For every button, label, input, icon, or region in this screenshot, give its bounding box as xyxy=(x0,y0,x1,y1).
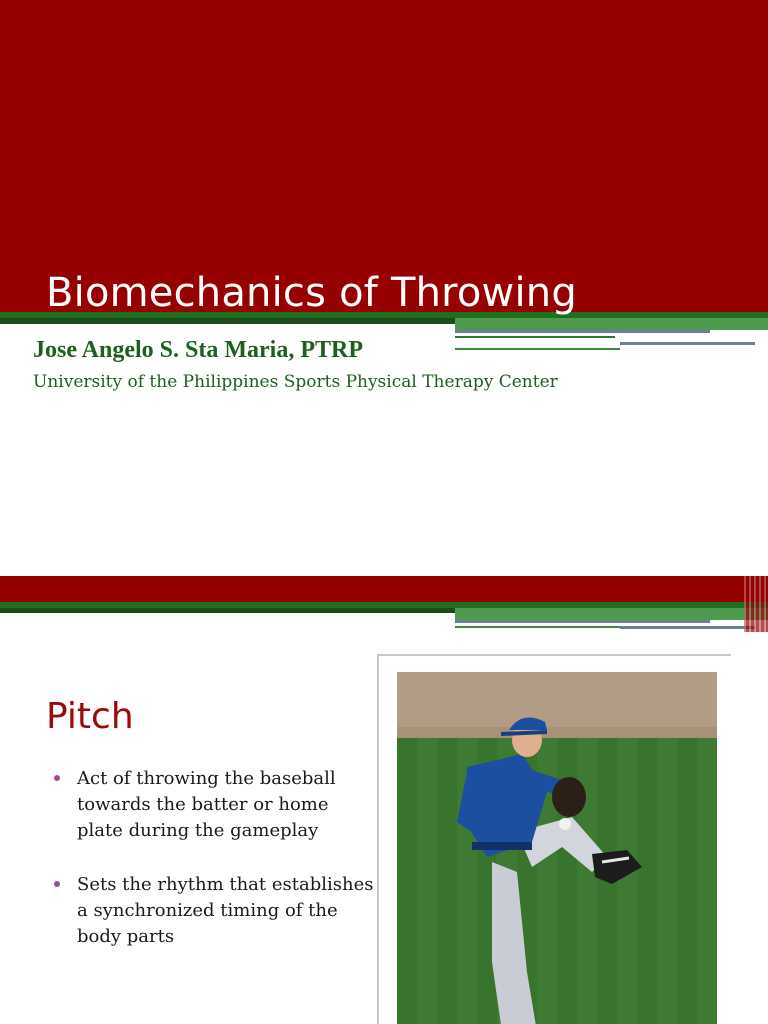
presenter-name: Jose Angelo S. Sta Maria, PTRP xyxy=(33,337,363,363)
stripe2-gray-2 xyxy=(620,626,755,629)
bullet-dot-icon xyxy=(54,775,60,781)
bullet-list xyxy=(54,766,374,978)
stripe2-gray-1 xyxy=(455,620,710,623)
list-item xyxy=(54,872,374,950)
stripe2-light-green xyxy=(455,608,768,620)
stripe2-dark-green xyxy=(0,608,455,613)
stripe-green-thin-2 xyxy=(455,348,620,350)
bullet-dot-icon xyxy=(54,881,60,887)
list-item xyxy=(54,766,374,844)
stripe-gray-1 xyxy=(455,330,710,333)
pitcher-illustration xyxy=(397,672,717,1024)
stripe2-vertical-accent xyxy=(744,576,768,632)
bullet-text: Act of throwing the baseball towards the batter or home plate during the gameplay xyxy=(77,768,336,841)
stripe2-green-thin xyxy=(455,626,620,628)
bullet-text: Sets the rhythm that establishes a synchronized timing of the body parts xyxy=(77,874,374,947)
affiliation: University of the Philippines Sports Physical Therapy Center xyxy=(33,372,558,392)
stripe-green-thin xyxy=(455,336,615,338)
stripe-light-green xyxy=(455,318,768,330)
baseball-pitcher-photo xyxy=(397,672,717,1024)
title-banner xyxy=(0,0,768,312)
slide2-red-band xyxy=(0,576,768,602)
stripe-dark-green xyxy=(0,318,455,324)
slide-title: Pitch xyxy=(46,696,134,737)
content-slide xyxy=(0,576,768,1024)
stripe-gray-2 xyxy=(620,342,755,345)
slide-title: Biomechanics of Throwing xyxy=(46,270,577,316)
